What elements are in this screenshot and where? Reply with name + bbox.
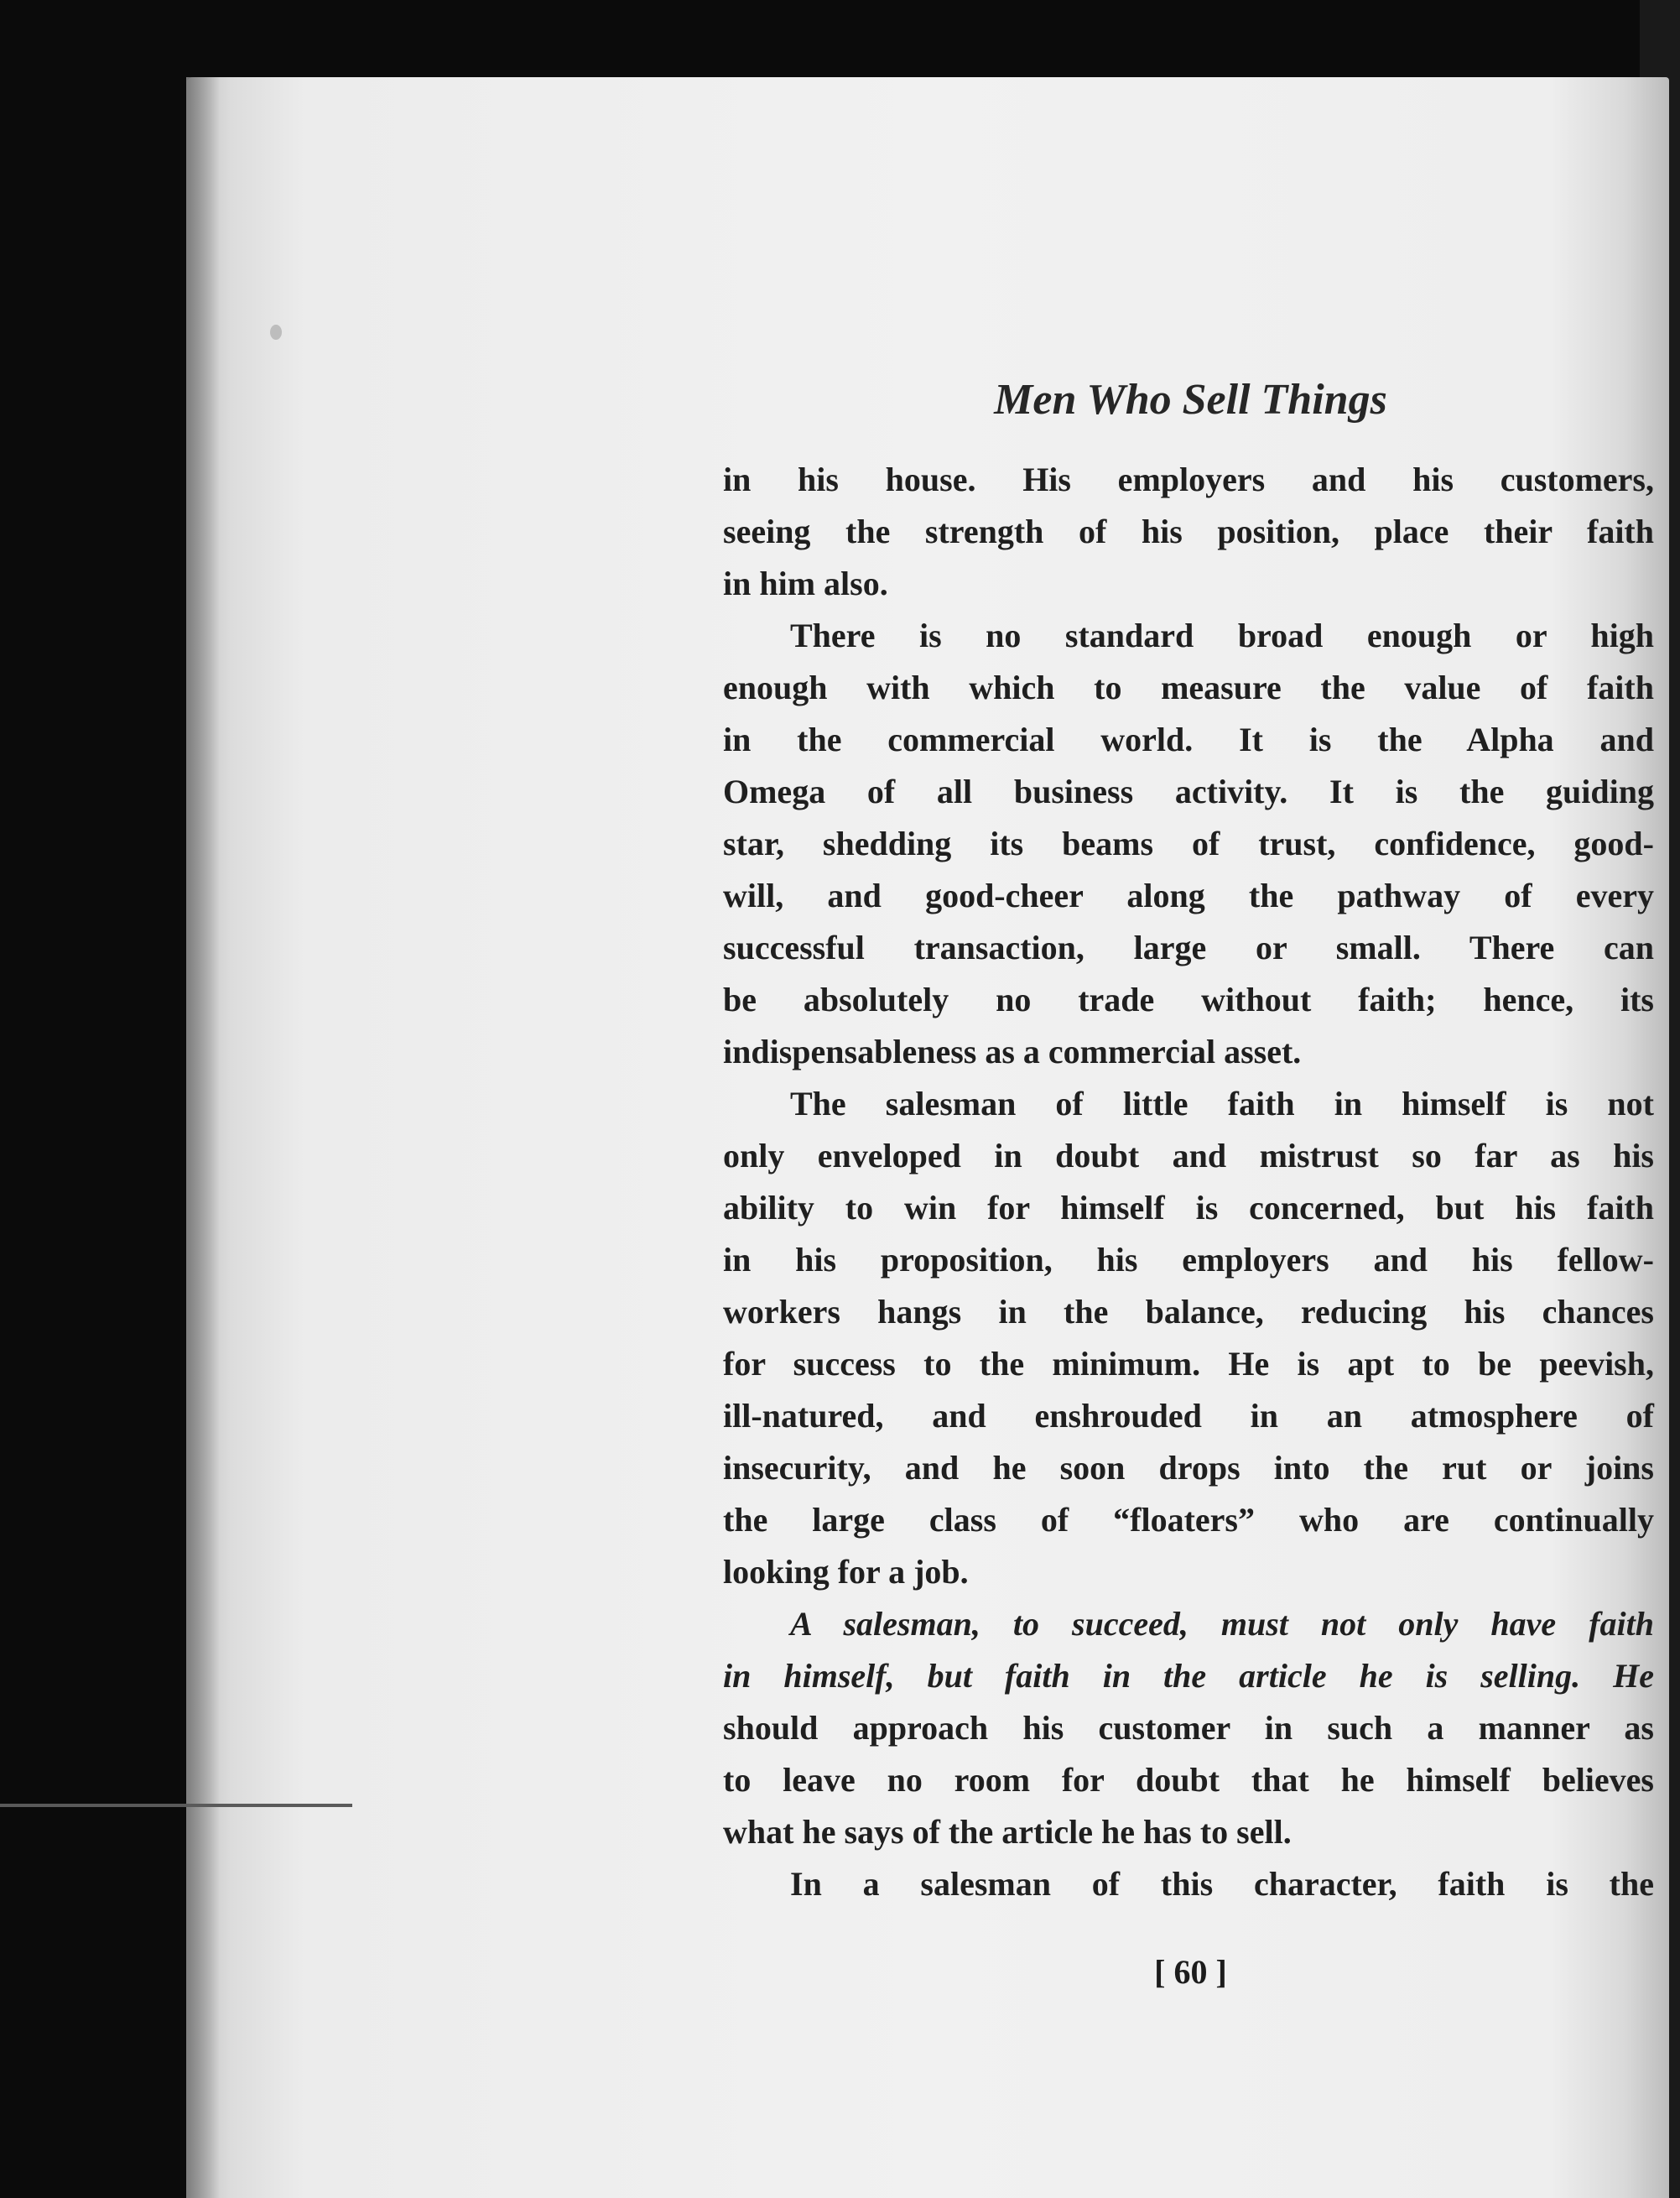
text-line: enough with which to measure the value of faith <box>723 669 1654 706</box>
text-line: There is no standard broad enough or high <box>790 617 1654 654</box>
text-line: seeing the strength of his position, place their faith <box>723 513 1654 550</box>
text-line: In a salesman of this character, faith is the <box>790 1865 1654 1903</box>
page-gutter-shadow <box>186 77 220 2198</box>
text-line: indispensableness as a commercial asset. <box>723 1033 1302 1070</box>
text-line: The salesman of little faith in himself is not <box>790 1085 1654 1122</box>
text-line: for success to the minimum. He is apt to be peevish, <box>723 1345 1654 1383</box>
text-line: the large class of “floaters” who are continually <box>723 1501 1654 1539</box>
text-line: to leave no room for doubt that he himself believes <box>723 1761 1654 1799</box>
text-line: in him also. <box>723 565 888 602</box>
scan-streak <box>0 1804 352 1807</box>
text-line: in himself, but faith in the article he is selling. He <box>723 1657 1654 1695</box>
page-blemish <box>270 325 282 340</box>
text-line: looking for a job. <box>723 1553 969 1591</box>
text-line: A salesman, to succeed, must not only have faith <box>790 1605 1654 1643</box>
text-line: ability to win for himself is concerned, but his faith <box>723 1189 1654 1227</box>
text-line: in the commercial world. It is the Alpha and <box>723 721 1654 758</box>
text-line: star, shedding its beams of trust, confidence, good- <box>723 825 1654 862</box>
text-line: will, and good-cheer along the pathway of every <box>723 877 1654 914</box>
page-number: [ 60 ] <box>1154 1953 1227 1991</box>
text-line: be absolutely no trade without faith; hence, its <box>723 981 1654 1018</box>
text-line: Omega of all business activity. It is the guiding <box>723 773 1654 810</box>
text-line: ill-natured, and enshrouded in an atmosphere of <box>723 1397 1654 1435</box>
text-line: insecurity, and he soon drops into the rut or joins <box>723 1449 1654 1487</box>
running-head: Men Who Sell Things <box>994 376 1387 424</box>
text-line: only enveloped in doubt and mistrust so far as his <box>723 1137 1654 1175</box>
text-line: in his proposition, his employers and his fellow- <box>723 1241 1654 1279</box>
text-line: in his house. His employers and his customers, <box>723 461 1654 498</box>
text-line: what he says of the article he has to sell. <box>723 1813 1292 1851</box>
text-line: successful transaction, large or small. There can <box>723 929 1654 966</box>
text-line: should approach his customer in such a manner as <box>723 1709 1654 1747</box>
book-page <box>186 77 1669 2198</box>
text-line: workers hangs in the balance, reducing his chances <box>723 1293 1654 1331</box>
